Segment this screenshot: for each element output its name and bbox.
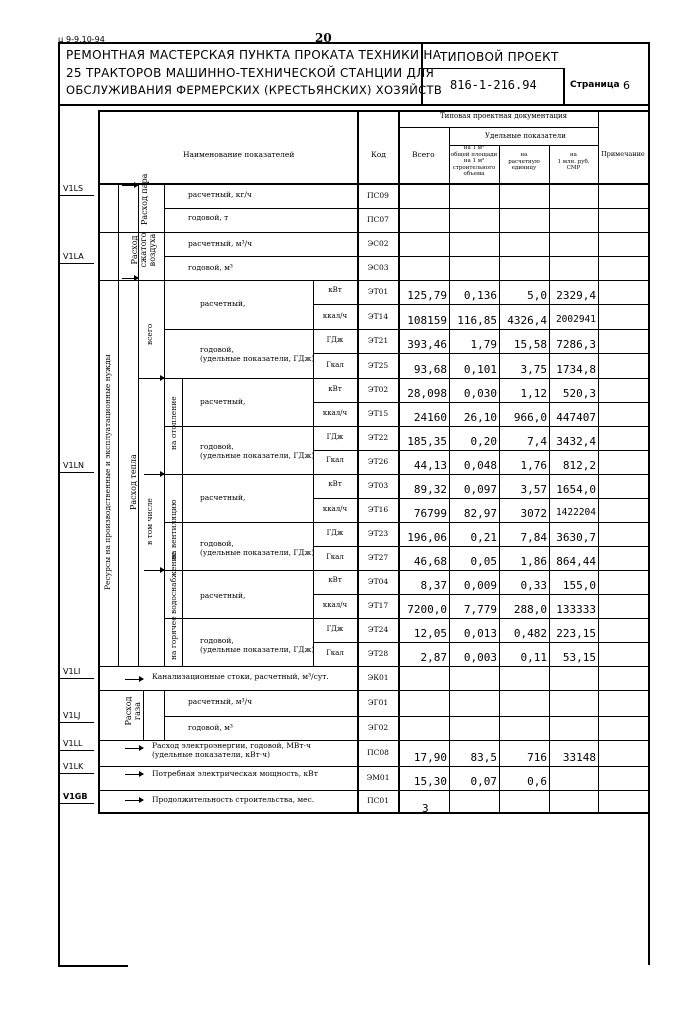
group-heating: на отопление (169, 396, 178, 450)
table-cell: 82,97 (463, 507, 497, 520)
table-cell: 3,57 (520, 483, 547, 496)
table-cell: 2,87 (420, 651, 447, 664)
row-code: ЭС02 (367, 239, 389, 248)
unit-et24: ГДж (326, 625, 344, 633)
table-cell: 8,37 (420, 579, 447, 592)
table-cell: 0,013 (463, 627, 497, 640)
row-code: ЭТ28 (367, 649, 389, 658)
table-cell: 1,86 (520, 555, 547, 568)
table-cell: 5,0 (527, 289, 547, 302)
table-cell: 26,10 (463, 411, 497, 424)
table-cell: 7,4 (527, 435, 547, 448)
table-cell: 133333 (556, 603, 596, 616)
table-cell: 1,12 (520, 387, 547, 400)
table-cell: 812,2 (562, 459, 596, 472)
label-heating-calc: расчетный, (200, 397, 246, 406)
table-cell: 0,21 (470, 531, 497, 544)
table-cell: 3,75 (520, 363, 547, 376)
label-total-year-2: (удельные показатели, ГДж) (200, 354, 315, 363)
row-code: ПС09 (367, 191, 389, 200)
table-cell: 44,13 (413, 459, 447, 472)
table-cell: 116,85 (457, 314, 497, 327)
label-hotwater-year-1: годовой, (200, 636, 234, 645)
margin-v1gb: V1GB (63, 792, 88, 801)
row-code: ЭК01 (367, 673, 389, 682)
table-cell: 864,44 (556, 555, 596, 568)
margin-v1lj: V1LJ (63, 711, 81, 720)
header-code: Код (371, 150, 386, 159)
row-code: ЭТ26 (367, 457, 389, 466)
table-cell: 0,6 (527, 775, 547, 788)
table-cell: 0,003 (463, 651, 497, 664)
label-sewer: Канализационные стоки, расчетный, м³/сут. (152, 672, 329, 681)
table-cell: 0,07 (470, 775, 497, 788)
row-code: ЭТ04 (367, 577, 389, 586)
table-cell: 7,84 (520, 531, 547, 544)
row-code: ЭТ03 (367, 481, 389, 490)
table-cell: 15,58 (513, 338, 547, 351)
group-hotwater: на горячее водоснабжение (169, 552, 178, 660)
table-cell: 0,11 (520, 651, 547, 664)
table-cell: 393,46 (407, 338, 447, 351)
table-cell: 7286,3 (556, 338, 596, 351)
row-code: ЭТ02 (367, 385, 389, 394)
group-total: всего (145, 323, 154, 345)
label-air-calc: расчетный, м³/ч (188, 239, 253, 248)
unit-et23: ГДж (326, 529, 344, 537)
unit-et25: Гкал (326, 361, 344, 369)
table-cell: 0,009 (463, 579, 497, 592)
label-heating-year-1: годовой, (200, 442, 234, 451)
group-steam: Расход пара (140, 173, 149, 225)
table-cell: 1654,0 (556, 483, 596, 496)
label-elec-1: Расход электроэнергии, годовой, МВт·ч (152, 741, 311, 750)
row-code: ЭТ15 (367, 409, 389, 418)
table-cell: 0,482 (513, 627, 547, 640)
unit-et26: Гкал (326, 456, 344, 464)
table-cell: 716 (527, 751, 547, 764)
table-cell: 24160 (413, 411, 447, 424)
table-cell: 288,0 (513, 603, 547, 616)
table-cell: 447407 (556, 411, 596, 424)
table-cell: 3 (422, 802, 429, 815)
table-cell: 125,79 (407, 289, 447, 302)
table-cell: 12,05 (413, 627, 447, 640)
row-code: ЭТ01 (367, 287, 389, 296)
label-vent-year-1: годовой, (200, 539, 234, 548)
group-resources: Ресурсы на производственные и эксплуатационные нужды (103, 354, 112, 590)
page-number: 20 (315, 31, 332, 45)
table-cell: 0,030 (463, 387, 497, 400)
table-cell: 4326,4 (507, 314, 547, 327)
table-cell: 53,15 (562, 651, 596, 664)
row-code: ЭТ25 (367, 361, 389, 370)
sheet-number: 6 (623, 79, 630, 92)
table-cell: 17,90 (413, 751, 447, 764)
table-cell: 0,101 (463, 363, 497, 376)
table-cell: 108159 (407, 314, 447, 327)
row-code: ЭТ24 (367, 625, 389, 634)
group-heat: Расход тепла (129, 454, 138, 510)
label-steam-year: годовой, т (188, 213, 229, 222)
label-total-year-1: годовой, (200, 345, 234, 354)
row-code: ЭТ21 (367, 336, 389, 345)
header-per-m3: на 1 м³ общей площади на 1 м³ строительного объема (450, 145, 498, 177)
table-cell: 0,33 (520, 579, 547, 592)
row-code: ЭТ16 (367, 505, 389, 514)
header-per-unit: на расчетную единицу (508, 152, 540, 171)
label-power: Потребная электрическая мощность, кВт (152, 769, 318, 778)
row-code: ЭТ27 (367, 553, 389, 562)
table-cell: 223,15 (556, 627, 596, 640)
row-code: ЭС03 (367, 263, 389, 272)
unit-et04: кВт (328, 576, 342, 584)
row-code: ЭТ17 (367, 601, 389, 610)
label-elec-2: (удельные показатели, кВт·ч) (152, 750, 271, 759)
row-code: ПС07 (367, 215, 389, 224)
table-cell: 0,136 (463, 289, 497, 302)
group-gas: Расход газа (124, 696, 142, 726)
row-code: ЭГ01 (367, 698, 389, 707)
label-vent-year-2: (удельные показатели, ГДж) (200, 548, 315, 557)
table-cell: 196,06 (407, 531, 447, 544)
table-cell: 3432,4 (556, 435, 596, 448)
header-design-docs: Типовая проектная документация (440, 112, 568, 120)
row-code: ЭГ02 (367, 723, 389, 732)
sheet-label: Страница (570, 80, 620, 90)
table-cell: 0,097 (463, 483, 497, 496)
label-vent-calc: расчетный, (200, 493, 246, 502)
label-total-calc: расчетный, (200, 299, 246, 308)
title-line-1: РЕМОНТНАЯ МАСТЕРСКАЯ ПУНКТА ПРОКАТА ТЕХНИКИ НА (66, 48, 442, 62)
label-air-year: годовой, м³ (188, 263, 233, 272)
header-total: Всего (412, 150, 435, 159)
label-gas-calc: расчетный, м³/ч (188, 697, 253, 706)
table-cell: 33148 (562, 751, 596, 764)
table-cell: 2329,4 (556, 289, 596, 302)
header-per-mln: на 1 млн. руб. СМР (557, 152, 590, 171)
table-cell: 1422204 (555, 507, 596, 518)
table-cell: 83,5 (470, 751, 497, 764)
header-specific: Удельные показатели (485, 132, 566, 140)
margin-v1lk: V1LK (63, 762, 84, 771)
row-code: ПС08 (367, 748, 389, 757)
header-note: Примечание (601, 150, 645, 158)
margin-v1ll: V1LL (63, 739, 83, 748)
table-cell: 966,0 (513, 411, 547, 424)
row-code: ЭМ01 (366, 773, 390, 782)
top-code: ц 9-9,10-94 (58, 35, 105, 44)
unit-et16: ккал/ч (322, 505, 348, 513)
table-cell: 7200,0 (407, 603, 447, 616)
table-cell: 7,779 (463, 603, 497, 616)
label-steam-calc: расчетный, кг/ч (188, 190, 252, 199)
unit-et22: ГДж (326, 433, 344, 441)
table-cell: 15,30 (413, 775, 447, 788)
unit-et27: Гкал (326, 553, 344, 561)
table-cell: 0,048 (463, 459, 497, 472)
row-code: ЭТ22 (367, 433, 389, 442)
unit-et28: Гкал (326, 649, 344, 657)
table-cell: 1,76 (520, 459, 547, 472)
table-cell: 76799 (413, 507, 447, 520)
group-vent: на вентиляцию (169, 499, 178, 560)
group-air: Расход сжатого воздуха (130, 232, 157, 268)
label-duration: Продолжительность строительства, мес. (152, 795, 315, 804)
table-cell: 46,68 (413, 555, 447, 568)
table-cell: 155,0 (562, 579, 596, 592)
label-hotwater-calc: расчетный, (200, 591, 246, 600)
title-line-3: ОБСЛУЖИВАНИЯ ФЕРМЕРСКИХ (КРЕСТЬЯНСКИХ) ХОЗЯЙСТВ (66, 83, 443, 97)
margin-v1ln: V1LN (63, 461, 85, 470)
row-code: ЭТ14 (367, 312, 389, 321)
table-cell: 3630,7 (556, 531, 596, 544)
project-number: 816-1-216.94 (450, 78, 537, 92)
unit-et21: ГДж (326, 336, 344, 344)
unit-et15: ккал/ч (322, 409, 348, 417)
table-cell: 0,20 (470, 435, 497, 448)
project-label: ТИПОВОЙ ПРОЕКТ (440, 50, 559, 64)
unit-et14: ккал/ч (322, 312, 348, 320)
margin-v1li: V1LI (63, 667, 81, 676)
label-hotwater-year-2: (удельные показатели, ГДж) (200, 645, 315, 654)
table-cell: 2002941 (555, 314, 596, 325)
table-cell: 89,32 (413, 483, 447, 496)
unit-et02: кВт (328, 385, 342, 393)
table-cell: 3072 (520, 507, 547, 520)
table-cell: 185,35 (407, 435, 447, 448)
table-cell: 28,098 (407, 387, 447, 400)
table-cell: 520,3 (562, 387, 596, 400)
unit-et03: кВт (328, 480, 342, 488)
header-name: Наименование показателей (183, 150, 295, 159)
row-code: ЭТ23 (367, 529, 389, 538)
label-gas-year: годовой, м³ (188, 723, 233, 732)
unit-et01: кВт (328, 286, 342, 294)
margin-v1la: V1LA (63, 252, 84, 261)
group-incl: в том числе (145, 498, 154, 545)
table-cell: 93,68 (413, 363, 447, 376)
table-cell: 0,05 (470, 555, 497, 568)
table-cell: 1734,8 (556, 363, 596, 376)
table-cell: 1,79 (470, 338, 497, 351)
title-line-2: 25 ТРАКТОРОВ МАШИННО-ТЕХНИЧЕСКОЙ СТАНЦИИ ДЛЯ (66, 66, 435, 80)
label-heating-year-2: (удельные показатели, ГДж) (200, 451, 315, 460)
margin-v1ls: V1LS (63, 184, 84, 193)
unit-et17: ккал/ч (322, 601, 348, 609)
row-code: ПС01 (367, 796, 389, 805)
